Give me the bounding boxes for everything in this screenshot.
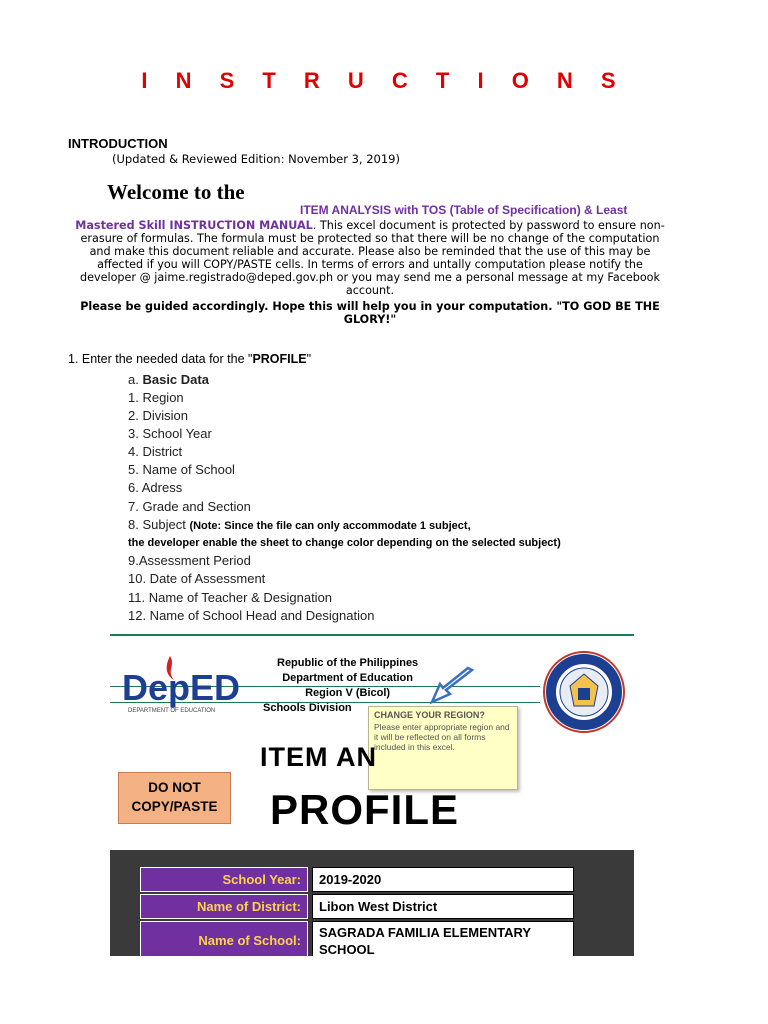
donot-line-2: COPY/PASTE	[131, 799, 218, 814]
basic-data-heading	[128, 372, 209, 387]
do-not-copy-paste-badge	[118, 772, 231, 824]
row-label: Name of School:	[140, 921, 308, 956]
basic-data-label: Basic Data	[142, 372, 209, 387]
guided-note: Please be guided accordingly. Hope this will help you in your computation. "TO GOD BE THE GLORY!"	[80, 300, 660, 326]
header-line-3: Region V (Bicol)	[305, 687, 391, 699]
arrow-icon	[428, 666, 478, 706]
tooltip-body: Please enter appropriate region and it will be reflected on all forms included in this excel.	[374, 722, 510, 752]
list-item: 12. Name of School Head and Designation	[128, 608, 375, 623]
introduction-paragraph	[60, 219, 680, 297]
list-item: 9.Assessment Period	[128, 553, 251, 568]
basic-data-prefix: a.	[128, 372, 143, 387]
row-label: Name of District:	[140, 894, 308, 919]
row-value[interactable]: SAGRADA FAMILIA ELEMENTARY SCHOOL	[312, 921, 574, 956]
change-region-tooltip	[368, 706, 518, 790]
row-value[interactable]: Libon West District	[312, 894, 574, 919]
deped-seal-icon	[542, 650, 626, 734]
list-item: 6. Adress	[128, 480, 183, 495]
deped-logo-subtext: DEPARTMENT OF EDUCATION	[128, 708, 216, 714]
donot-line-1: DO NOT	[148, 780, 201, 795]
row-value[interactable]: 2019-2020	[312, 867, 574, 892]
body-line-1: . This excel document is protected by password to ensure non-	[312, 219, 665, 232]
item-analysis-title: ITEM ANALYSIS with TOS (Table of Specification) & Least	[300, 203, 628, 217]
header-line-2: Department of Education	[282, 672, 413, 684]
step-1-bold: PROFILE	[252, 352, 307, 366]
subject-note-continued: the developer enable the sheet to change color depending on the selected subject)	[128, 537, 561, 549]
deped-logo-text: DepED	[122, 667, 241, 708]
item-analysis-heading: ITEM AN	[260, 742, 377, 772]
page-title: I N S T R U C T I O N S	[141, 68, 627, 93]
welcome-text: Welcome to the	[107, 180, 245, 204]
profile-heading: PROFILE	[270, 786, 460, 833]
profile-sheet-screenshot	[110, 634, 634, 956]
list-item: 11. Name of Teacher & Designation	[128, 590, 333, 605]
profile-table	[110, 850, 634, 956]
header-line-1: Republic of the Philippines	[277, 657, 419, 669]
body-line-3: and make this document reliable and accurate. Please also be reminded that the use of this may be	[89, 245, 651, 258]
list-item: 1. Region	[128, 390, 184, 405]
list-item: 3. School Year	[128, 426, 212, 441]
header-line-4: Schools Division	[263, 702, 352, 714]
introduction-heading: INTRODUCTION	[68, 136, 168, 151]
body-line-5: developer @ jaime.registrado@deped.gov.ph or you may send me a personal message at my Facebook	[79, 271, 660, 284]
list-item: 2. Division	[128, 408, 188, 423]
body-line-4: affected if you will COPY/PASTE cells. In terms of errors and untally computation please notify the	[97, 258, 643, 271]
tooltip-title: CHANGE YOUR REGION?	[374, 710, 485, 720]
subject-label: 8. Subject	[128, 517, 190, 532]
edition-note: (Updated & Reviewed Edition: November 3, 2019)	[112, 152, 400, 166]
body-line-2: erasure of formulas. The formula must be protected so that there will be no change of the computation	[80, 232, 660, 245]
list-item: 4. District	[128, 444, 183, 459]
list-item: 7. Grade and Section	[128, 499, 251, 514]
list-item: 5. Name of School	[128, 462, 235, 477]
list-item: 10. Date of Assessment	[128, 571, 266, 586]
list-item-subject	[128, 517, 471, 532]
deped-logo	[120, 654, 250, 716]
subject-note: (Note: Since the file can only accommodate 1 subject,	[189, 520, 471, 532]
body-line-6: account.	[345, 284, 395, 297]
step-1-prefix: 1. Enter the needed data for the "	[68, 352, 253, 366]
step-1	[68, 352, 311, 366]
step-1-suffix: "	[306, 352, 312, 366]
manual-label: Mastered Skill INSTRUCTION MANUAL	[75, 219, 313, 232]
green-rule-top	[110, 634, 634, 636]
row-label: School Year:	[140, 867, 308, 892]
